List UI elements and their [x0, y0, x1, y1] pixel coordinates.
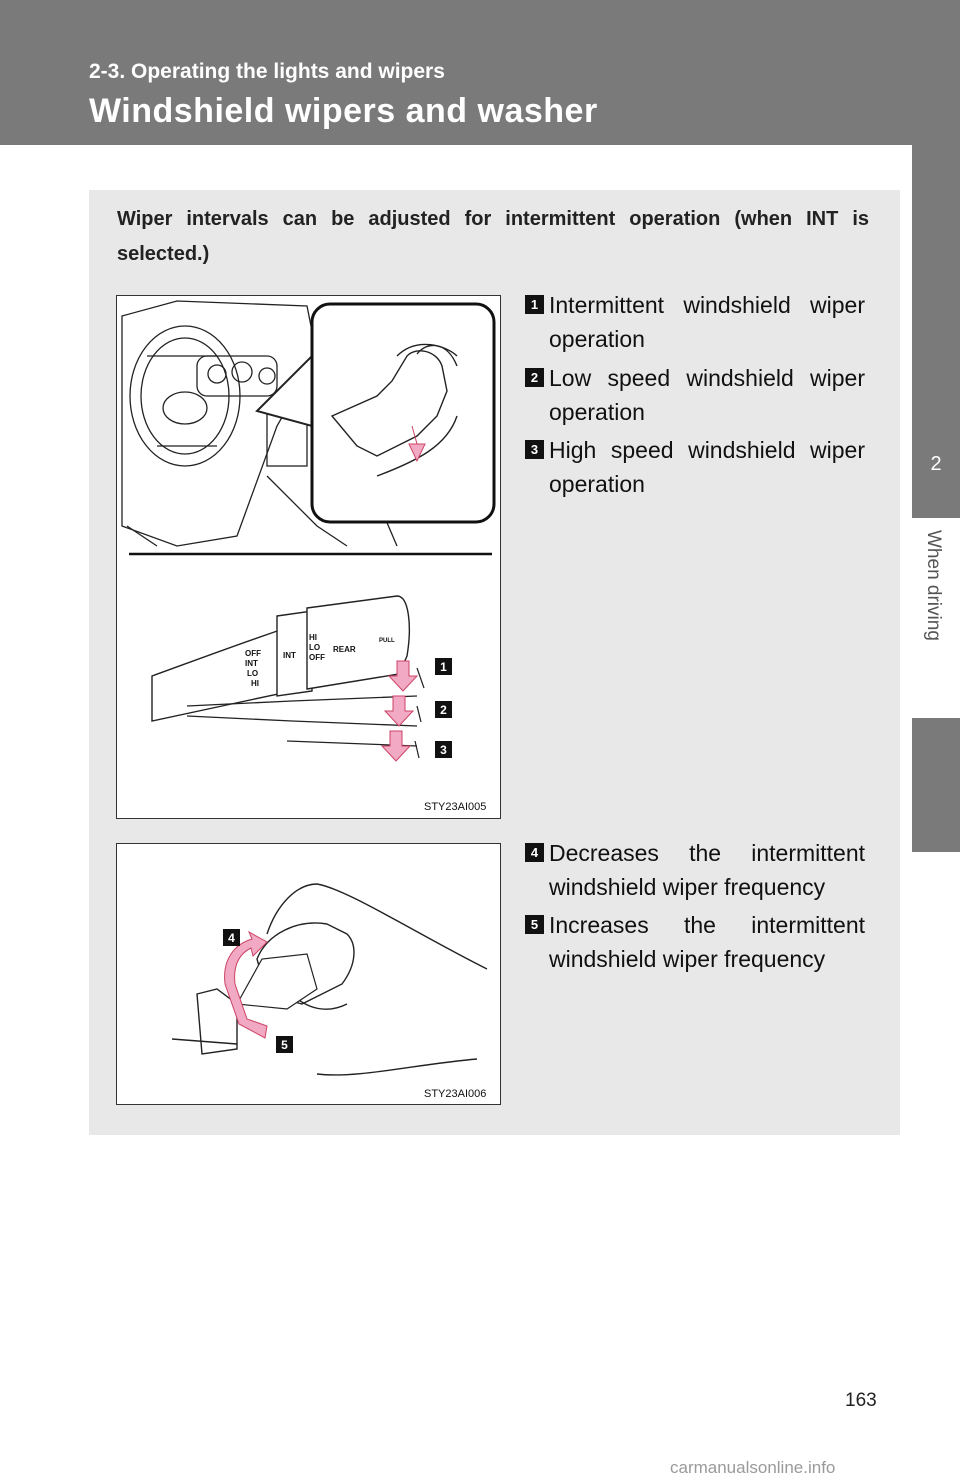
page-number: 163	[845, 1390, 877, 1411]
lever-label-off: OFF	[245, 649, 261, 658]
lever-label-lo: LO	[247, 669, 259, 678]
legend-item-5	[525, 908, 865, 976]
legend-number-2: 2	[525, 368, 544, 387]
legend-number-1: 1	[525, 295, 544, 314]
legend-text-5: Increases the intermittent windshield wiper frequency	[549, 912, 865, 972]
legend-text-4: Decreases the intermittent windshield wiper frequency	[549, 840, 865, 900]
legend-number-4: 4	[525, 843, 544, 862]
legend-item-3	[525, 433, 865, 501]
legend-text-3: High speed windshield wiper operation	[549, 437, 865, 497]
figure-wiper-frequency-dial	[116, 843, 501, 1105]
legend-text-1: Intermittent windshield wiper operation	[549, 292, 865, 352]
switch-label-rear: REAR	[333, 645, 356, 654]
legend-item-1	[525, 288, 865, 356]
wiper-lever-illustration	[117, 296, 500, 818]
watermark: carmanualsonline.info	[670, 1458, 836, 1477]
legend-item-4	[525, 836, 865, 904]
callout-5: 5	[281, 1038, 288, 1052]
legend-text-2: Low speed windshield wiper operation	[549, 365, 865, 425]
wiper-dial-illustration	[117, 844, 500, 1104]
callout-4: 4	[228, 931, 235, 945]
callout-3: 3	[440, 743, 447, 757]
switch-label-hi: HI	[309, 633, 317, 642]
intro-text: Wiper intervals can be adjusted for intermittent operation (when INT is selected.)	[117, 208, 869, 265]
section-heading: 2-3. Operating the lights and wipers	[89, 60, 445, 83]
page-title: Windshield wipers and washer	[89, 92, 598, 130]
switch-label-pull: PULL	[379, 638, 395, 644]
callout-2: 2	[440, 703, 447, 717]
legend-item-2	[525, 361, 865, 429]
legend-number-5: 5	[525, 915, 544, 934]
figure-code: STY23AI005	[424, 801, 487, 813]
switch-label-lo: LO	[309, 643, 321, 652]
callout-1: 1	[440, 660, 447, 674]
chapter-tab-label: When driving	[923, 530, 944, 641]
lever-label-hi: HI	[251, 679, 259, 688]
switch-label-int: INT	[283, 651, 296, 660]
switch-label-off: OFF	[309, 653, 325, 662]
legend-number-3: 3	[525, 440, 544, 459]
figure-code: STY23AI006	[424, 1088, 487, 1100]
chapter-tab-number: 2	[912, 410, 960, 518]
lever-label-int: INT	[245, 659, 258, 668]
figure-wiper-lever-positions	[116, 295, 501, 819]
